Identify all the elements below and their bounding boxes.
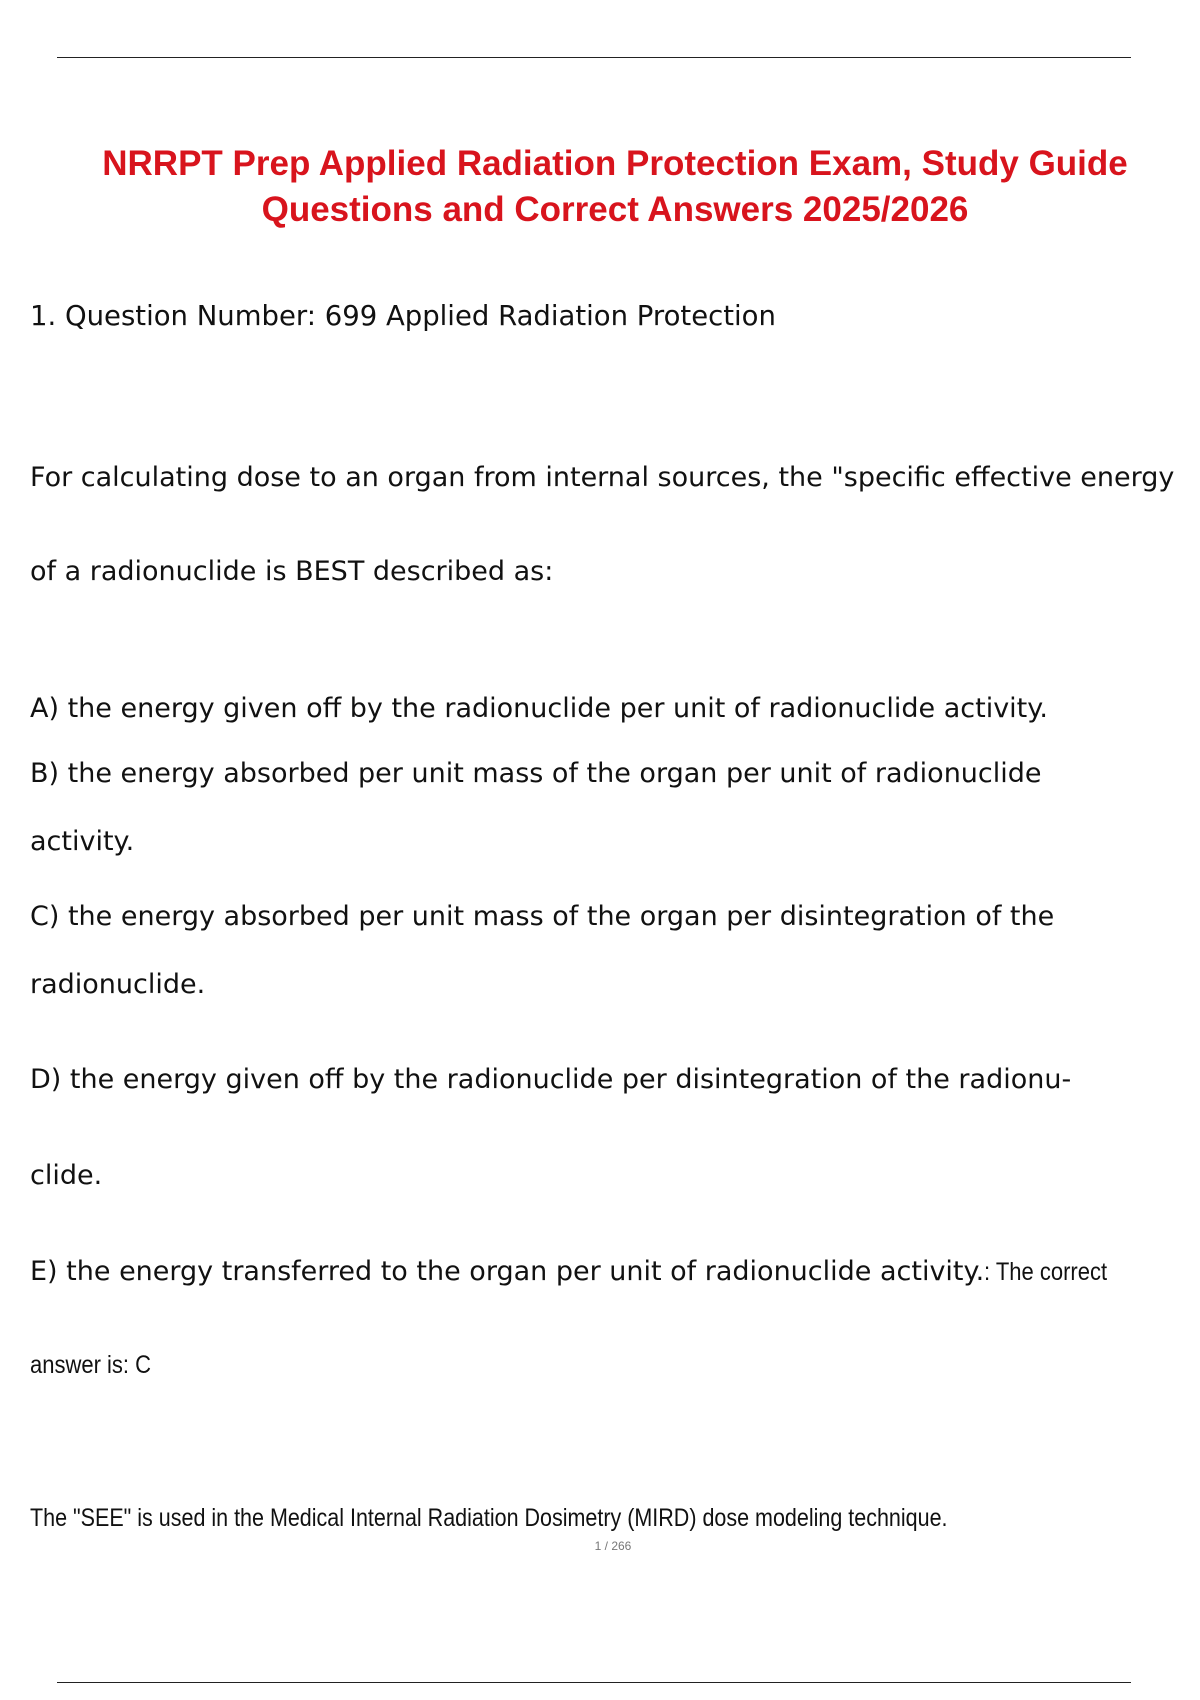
option-c-line-2: radionuclide. (30, 969, 206, 1000)
question-text-line-1: For calculating dose to an organ from internal sources, the "specific effective energy (30, 462, 1175, 493)
top-rule (57, 57, 1131, 58)
question-header: 1. Question Number: 699 Applied Radiation Protection (30, 300, 776, 332)
option-a: A) the energy given off by the radionuclide per unit of radionuclide activity. (30, 693, 1048, 724)
option-c-line-1: C) the energy absorbed per unit mass of the organ per disintegration of the (30, 901, 1055, 932)
correct-answer: answer is: C (30, 1351, 152, 1379)
option-b-line-2: activity. (30, 826, 135, 857)
option-e-line (30, 1256, 1124, 1288)
option-b-line-1: B) the energy absorbed per unit mass of the organ per unit of radionuclide (30, 758, 1042, 789)
option-d-line-1: D) the energy given off by the radionuclide per disintegration of the radionu- (30, 1064, 1072, 1095)
answer-inline: : The correct (984, 1258, 1108, 1286)
title-line-1: NRRPT Prep Applied Radiation Protection Exam, Study Guide (102, 144, 1128, 183)
option-e: E) the energy transferred to the organ per unit of radionuclide activity. (30, 1256, 985, 1287)
bottom-rule (57, 1682, 1131, 1683)
question-text-line-2: of a radionuclide is BEST described as: (30, 556, 554, 587)
explanation-text: The "SEE" is used in the Medical Internal Radiation Dosimetry (MIRD) dose modeling technique. (30, 1504, 948, 1532)
option-d-line-2: clide. (30, 1160, 103, 1191)
page-indicator: 1 / 266 (594, 1539, 632, 1553)
title-line-2: Questions and Correct Answers 2025/2026 (261, 190, 969, 229)
document-title (40, 141, 1190, 233)
